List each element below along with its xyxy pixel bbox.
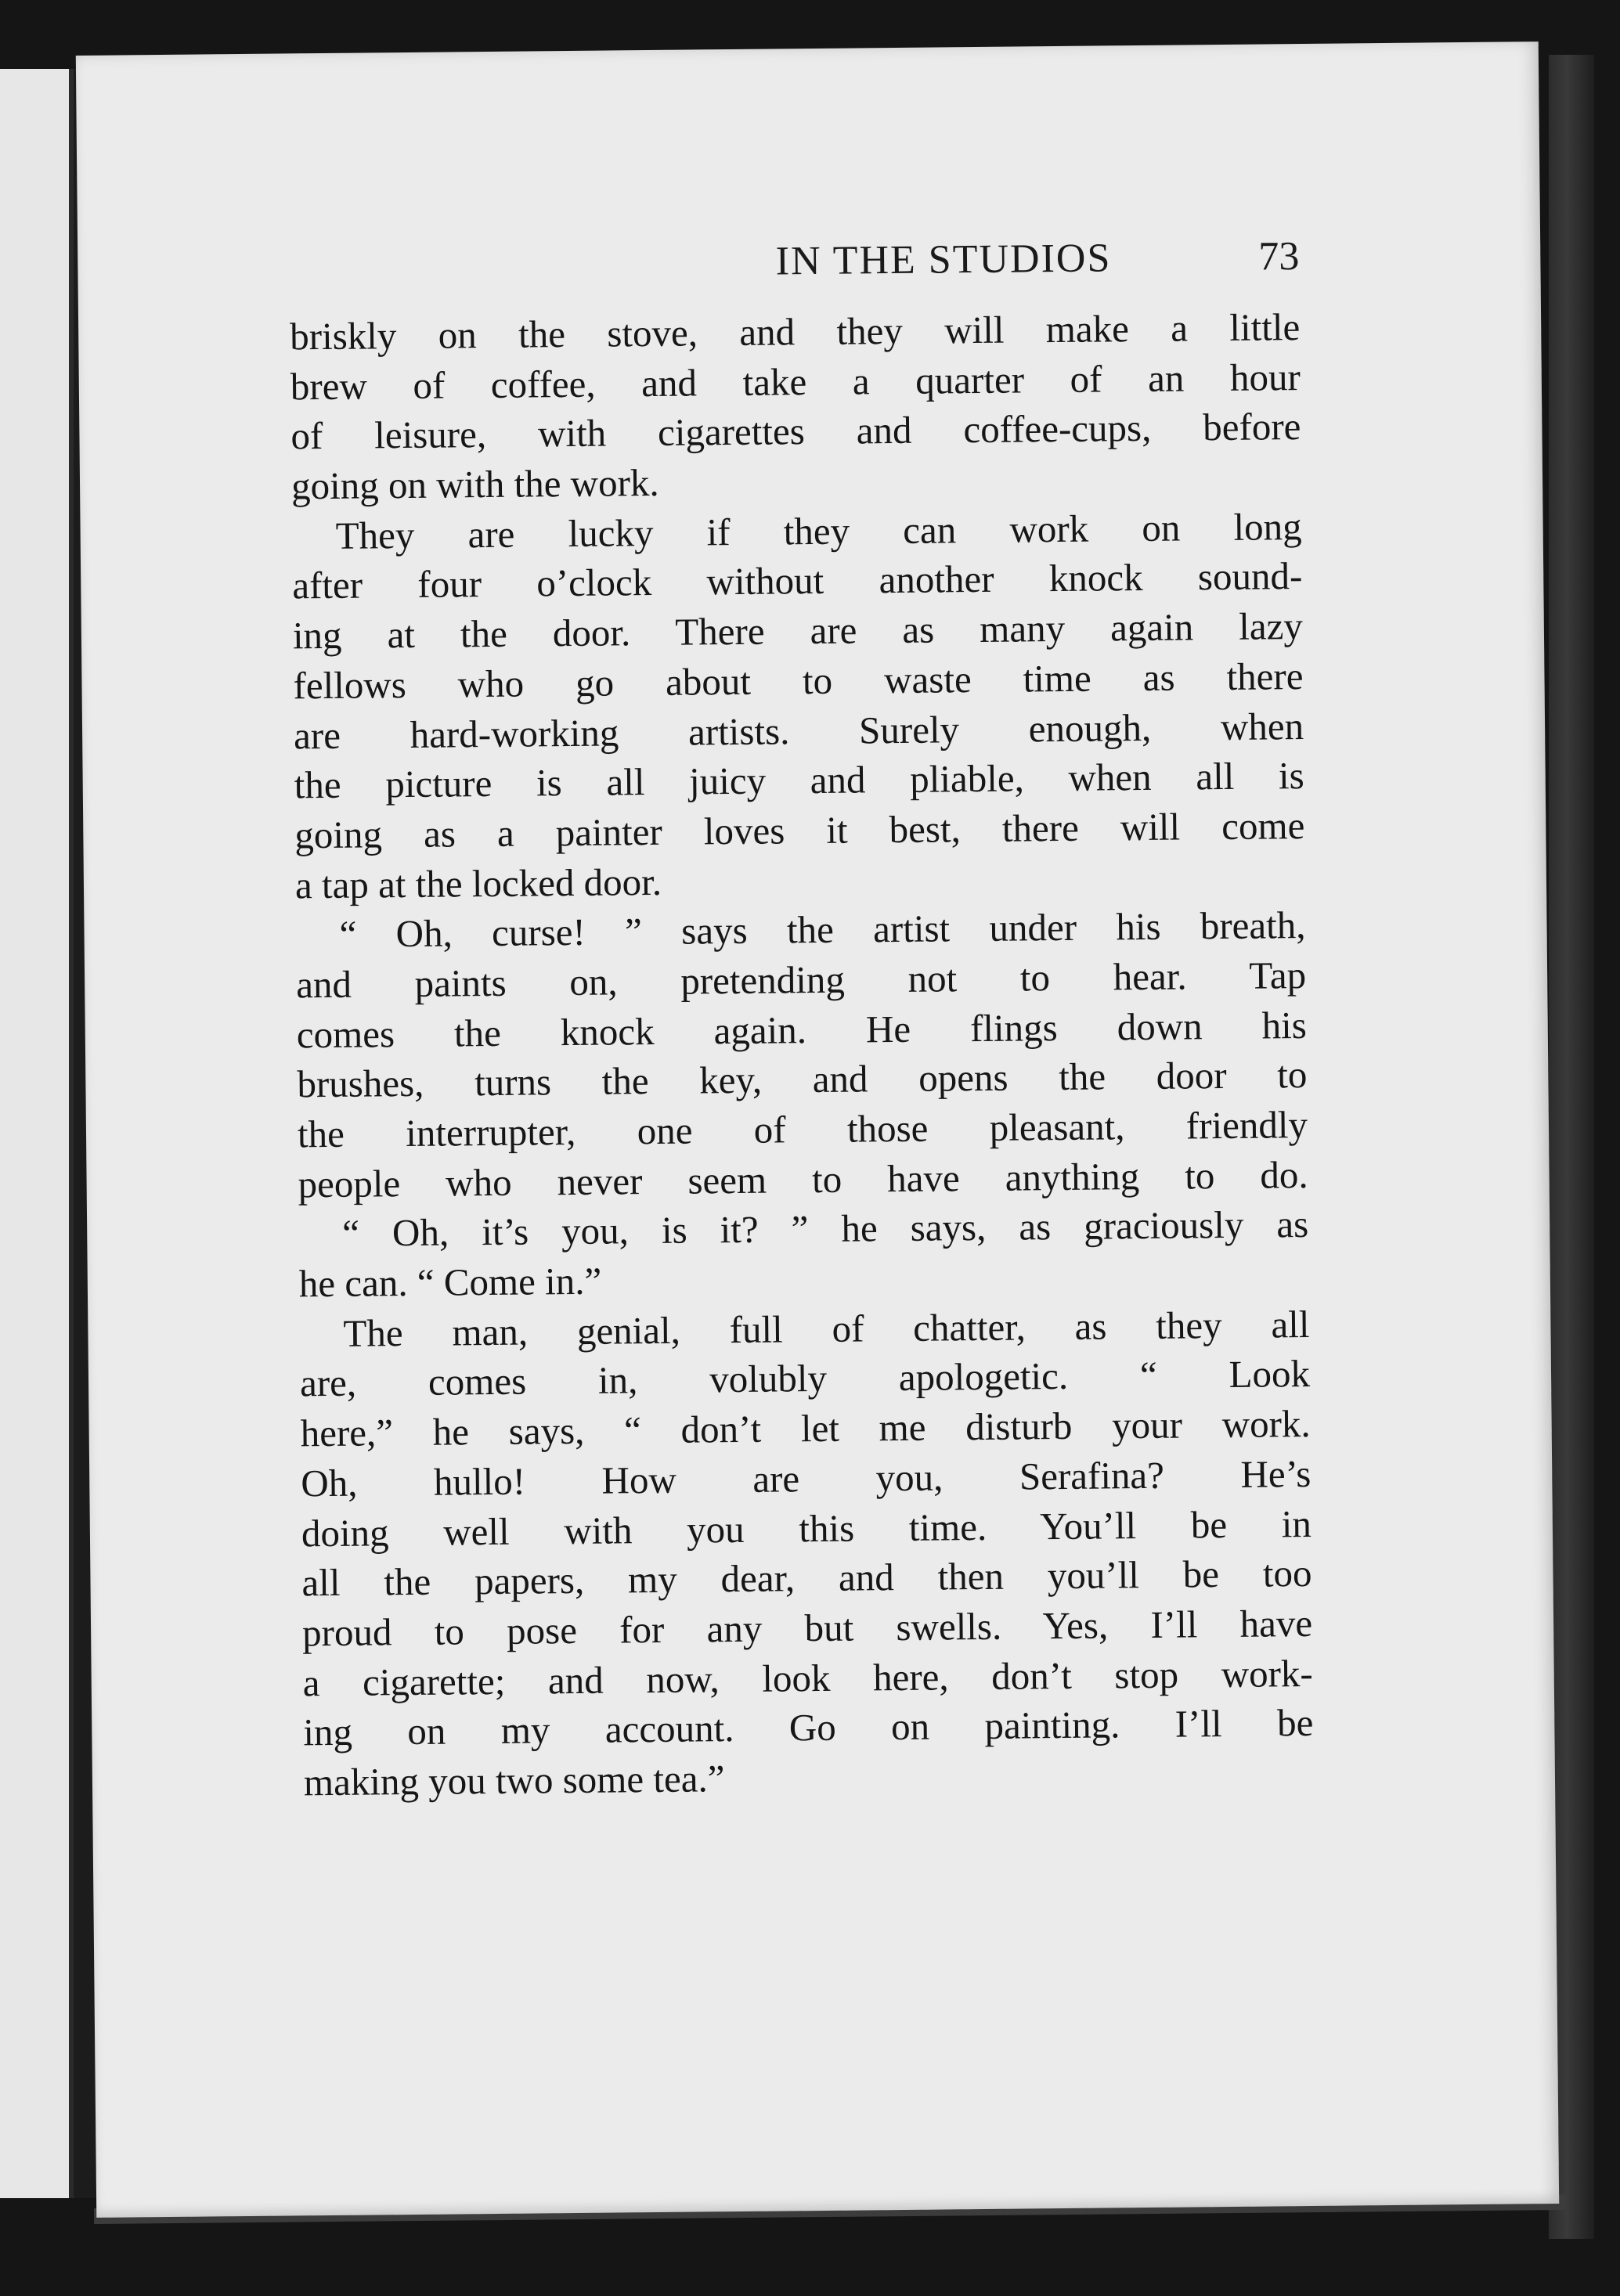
text-line: people who never seem to have anything to do. xyxy=(298,1152,1308,1206)
text-line: going as a painter loves it best, there will come xyxy=(294,803,1305,857)
running-head xyxy=(289,225,1300,297)
text-line: the picture is all juicy and pliable, when all is xyxy=(294,754,1304,807)
text-line: fellows who go about to waste time as there xyxy=(293,654,1304,708)
text-line: of leisure, with cigarettes and coffee-cups, before xyxy=(290,405,1301,458)
text-line: here,” he says, “ don’t let me disturb your work. xyxy=(300,1402,1311,1455)
text-line: are, comes in, volubly apologetic. “ Look xyxy=(299,1352,1311,1405)
text-line: briskly on the stove, and they will make a little xyxy=(289,305,1301,359)
text-line: doing well with you this time. You’ll be in xyxy=(301,1501,1312,1555)
page-number: 73 xyxy=(1258,234,1300,279)
running-title: IN THE STUDIOS xyxy=(775,236,1112,284)
text-line: brushes, turns the key, and opens the door to xyxy=(297,1053,1308,1106)
text-line: “ Oh, curse! ” says the artist under his breath, xyxy=(339,903,1306,957)
text-line: The man, genial, full of chatter, as they all xyxy=(343,1302,1310,1355)
text-line: a cigarette; and now, look here, don’t stop work- xyxy=(302,1651,1313,1704)
text-line: Oh, hullo! How are you, Serafina? He’s xyxy=(301,1451,1312,1505)
text-line: proud to pose for any but swells. Yes, I’ll have xyxy=(301,1601,1313,1655)
book-page xyxy=(76,41,1559,2218)
text-line: They are lucky if they can work on long xyxy=(335,504,1302,557)
text-line: he can. “ Come in.” xyxy=(298,1259,602,1306)
text-line: brew of coffee, and take a quarter of an hour xyxy=(290,355,1301,409)
facing-page-edge xyxy=(0,69,74,2198)
body-text xyxy=(290,302,1314,1808)
text-line: going on with the work. xyxy=(290,460,659,508)
text-line: after four o’clock without another knock sound- xyxy=(292,554,1303,607)
text-line: and paints on, pretending not to hear. Tap xyxy=(295,953,1307,1007)
text-line: a tap at the locked door. xyxy=(294,860,662,907)
text-line: comes the knock again. He flings down his xyxy=(296,1003,1308,1057)
text-line: ing on my account. Go on painting. I’ll be xyxy=(303,1701,1314,1754)
text-line: making you two some tea.” xyxy=(303,1757,725,1804)
text-line: the interrupter, one of those pleasant, friendly xyxy=(297,1102,1308,1156)
text-line: “ Oh, it’s you, is it? ” he says, as graciously as xyxy=(341,1202,1309,1256)
text-line: are hard-working artists. Surely enough, when xyxy=(293,704,1304,757)
text-line: all the papers, my dear, and then you’ll be too xyxy=(301,1552,1312,1605)
text-line: ing at the door. There are as many again lazy xyxy=(292,604,1304,658)
